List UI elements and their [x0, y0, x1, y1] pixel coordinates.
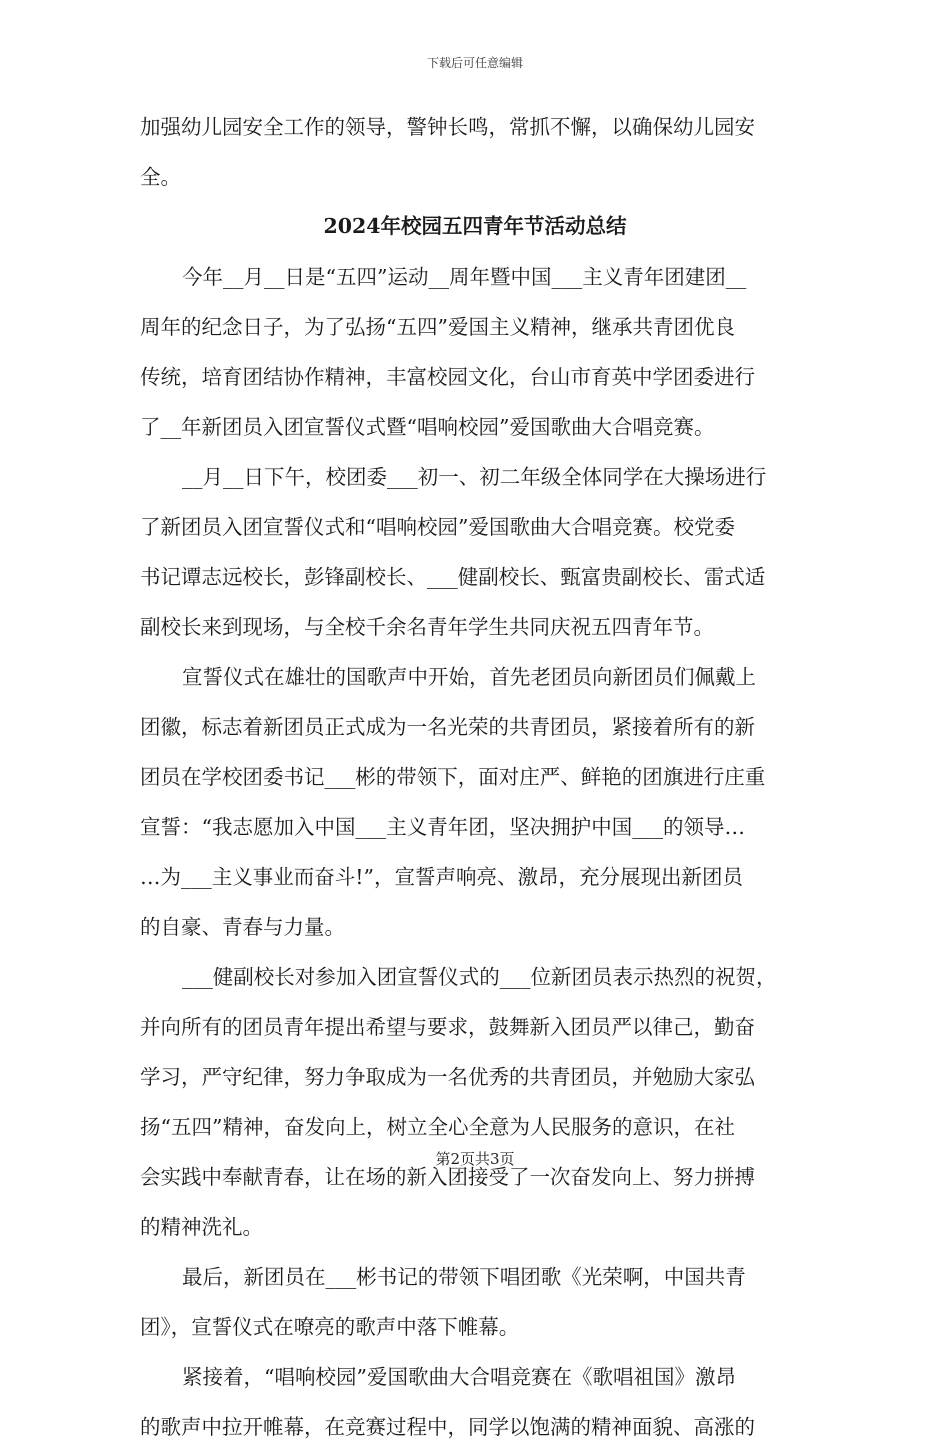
text-line: 书记谭志远校长，彭锋副校长、___健副校长、甄富贵副校长、雷式适 — [140, 565, 766, 589]
text-line: 的精神洗礼。 — [140, 1215, 263, 1239]
text-line: 团》，宣誓仪式在嘹亮的歌声中落下帷幕。 — [140, 1315, 520, 1339]
text-line: 并向所有的团员青年提出希望与要求，鼓舞新入团员严以律己，勤奋 — [140, 1015, 755, 1039]
text-line: 加强幼儿园安全工作的领导，警钟长鸣，常抓不懈，以确保幼儿园安 — [140, 115, 755, 139]
text-line: 宣誓：“我志愿加入中国___主义青年团，坚决拥护中国___的领导… — [140, 815, 745, 839]
text-line: 的自豪、青春与力量。 — [140, 915, 345, 939]
text-line: ___健副校长对参加入团宣誓仪式的___位新团员表示热烈的祝贺， — [182, 965, 777, 989]
text-line: 全。 — [140, 165, 181, 189]
page-number: 第2页共3页 — [435, 1150, 515, 1168]
text-line: 周年的纪念日子，为了弘扬“五四”爱国主义精神，继承共青团优良 — [140, 315, 735, 339]
text-line: 的歌声中拉开帷幕，在竞赛过程中，同学以饱满的精神面貌、高涨的 — [140, 1415, 755, 1439]
text-line: 今年__月__日是“五四”运动__周年暨中国___主义青年团建团__ — [182, 265, 747, 289]
document-body — [140, 102, 810, 1452]
document-title: 2024年校园五四青年节活动总结 — [323, 214, 627, 238]
header-note: 下载后可任意编辑 — [426, 56, 523, 70]
text-line: 了__年新团员入团宣誓仪式暨“唱响校园”爱国歌曲大合唱竞赛。 — [140, 415, 715, 439]
text-line: 宣誓仪式在雄壮的国歌声中开始，首先老团员向新团员们佩戴上 — [182, 665, 756, 689]
text-line: 学习，严守纪律，努力争取成为一名优秀的共青团员，并勉励大家弘 — [140, 1065, 755, 1089]
text-line: 会实践中奉献青春，让在场的新入团接受了一次奋发向上、努力拼搏 — [140, 1165, 755, 1189]
text-line: 了新团员入团宣誓仪式和“唱响校园”爱国歌曲大合唱竞赛。校党委 — [140, 515, 735, 539]
text-line: 团员在学校团委书记___彬的带领下，面对庄严、鲜艳的团旗进行庄重 — [140, 765, 766, 789]
text-line: 团徽，标志着新团员正式成为一名光荣的共青团员，紧接着所有的新 — [140, 715, 755, 739]
text-line: …为___主义事业而奋斗!”，宣誓声响亮、激昂，充分展现出新团员 — [140, 865, 743, 889]
text-line: 传统，培育团结协作精神，丰富校园文化，台山市育英中学团委进行 — [140, 365, 755, 389]
text-line: 副校长来到现场，与全校千余名青年学生共同庆祝五四青年节。 — [140, 615, 714, 639]
text-line: 最后，新团员在___彬书记的带领下唱团歌《光荣啊，中国共青 — [182, 1265, 746, 1289]
text-line: __月__日下午，校团委___初一、初二年级全体同学在大操场进行 — [182, 465, 767, 489]
text-line: 扬“五四”精神，奋发向上，树立全心全意为人民服务的意识，在社 — [140, 1115, 735, 1139]
text-line: 紧接着，“唱响校园”爱国歌曲大合唱竞赛在《歌唱祖国》激昂 — [182, 1365, 736, 1389]
